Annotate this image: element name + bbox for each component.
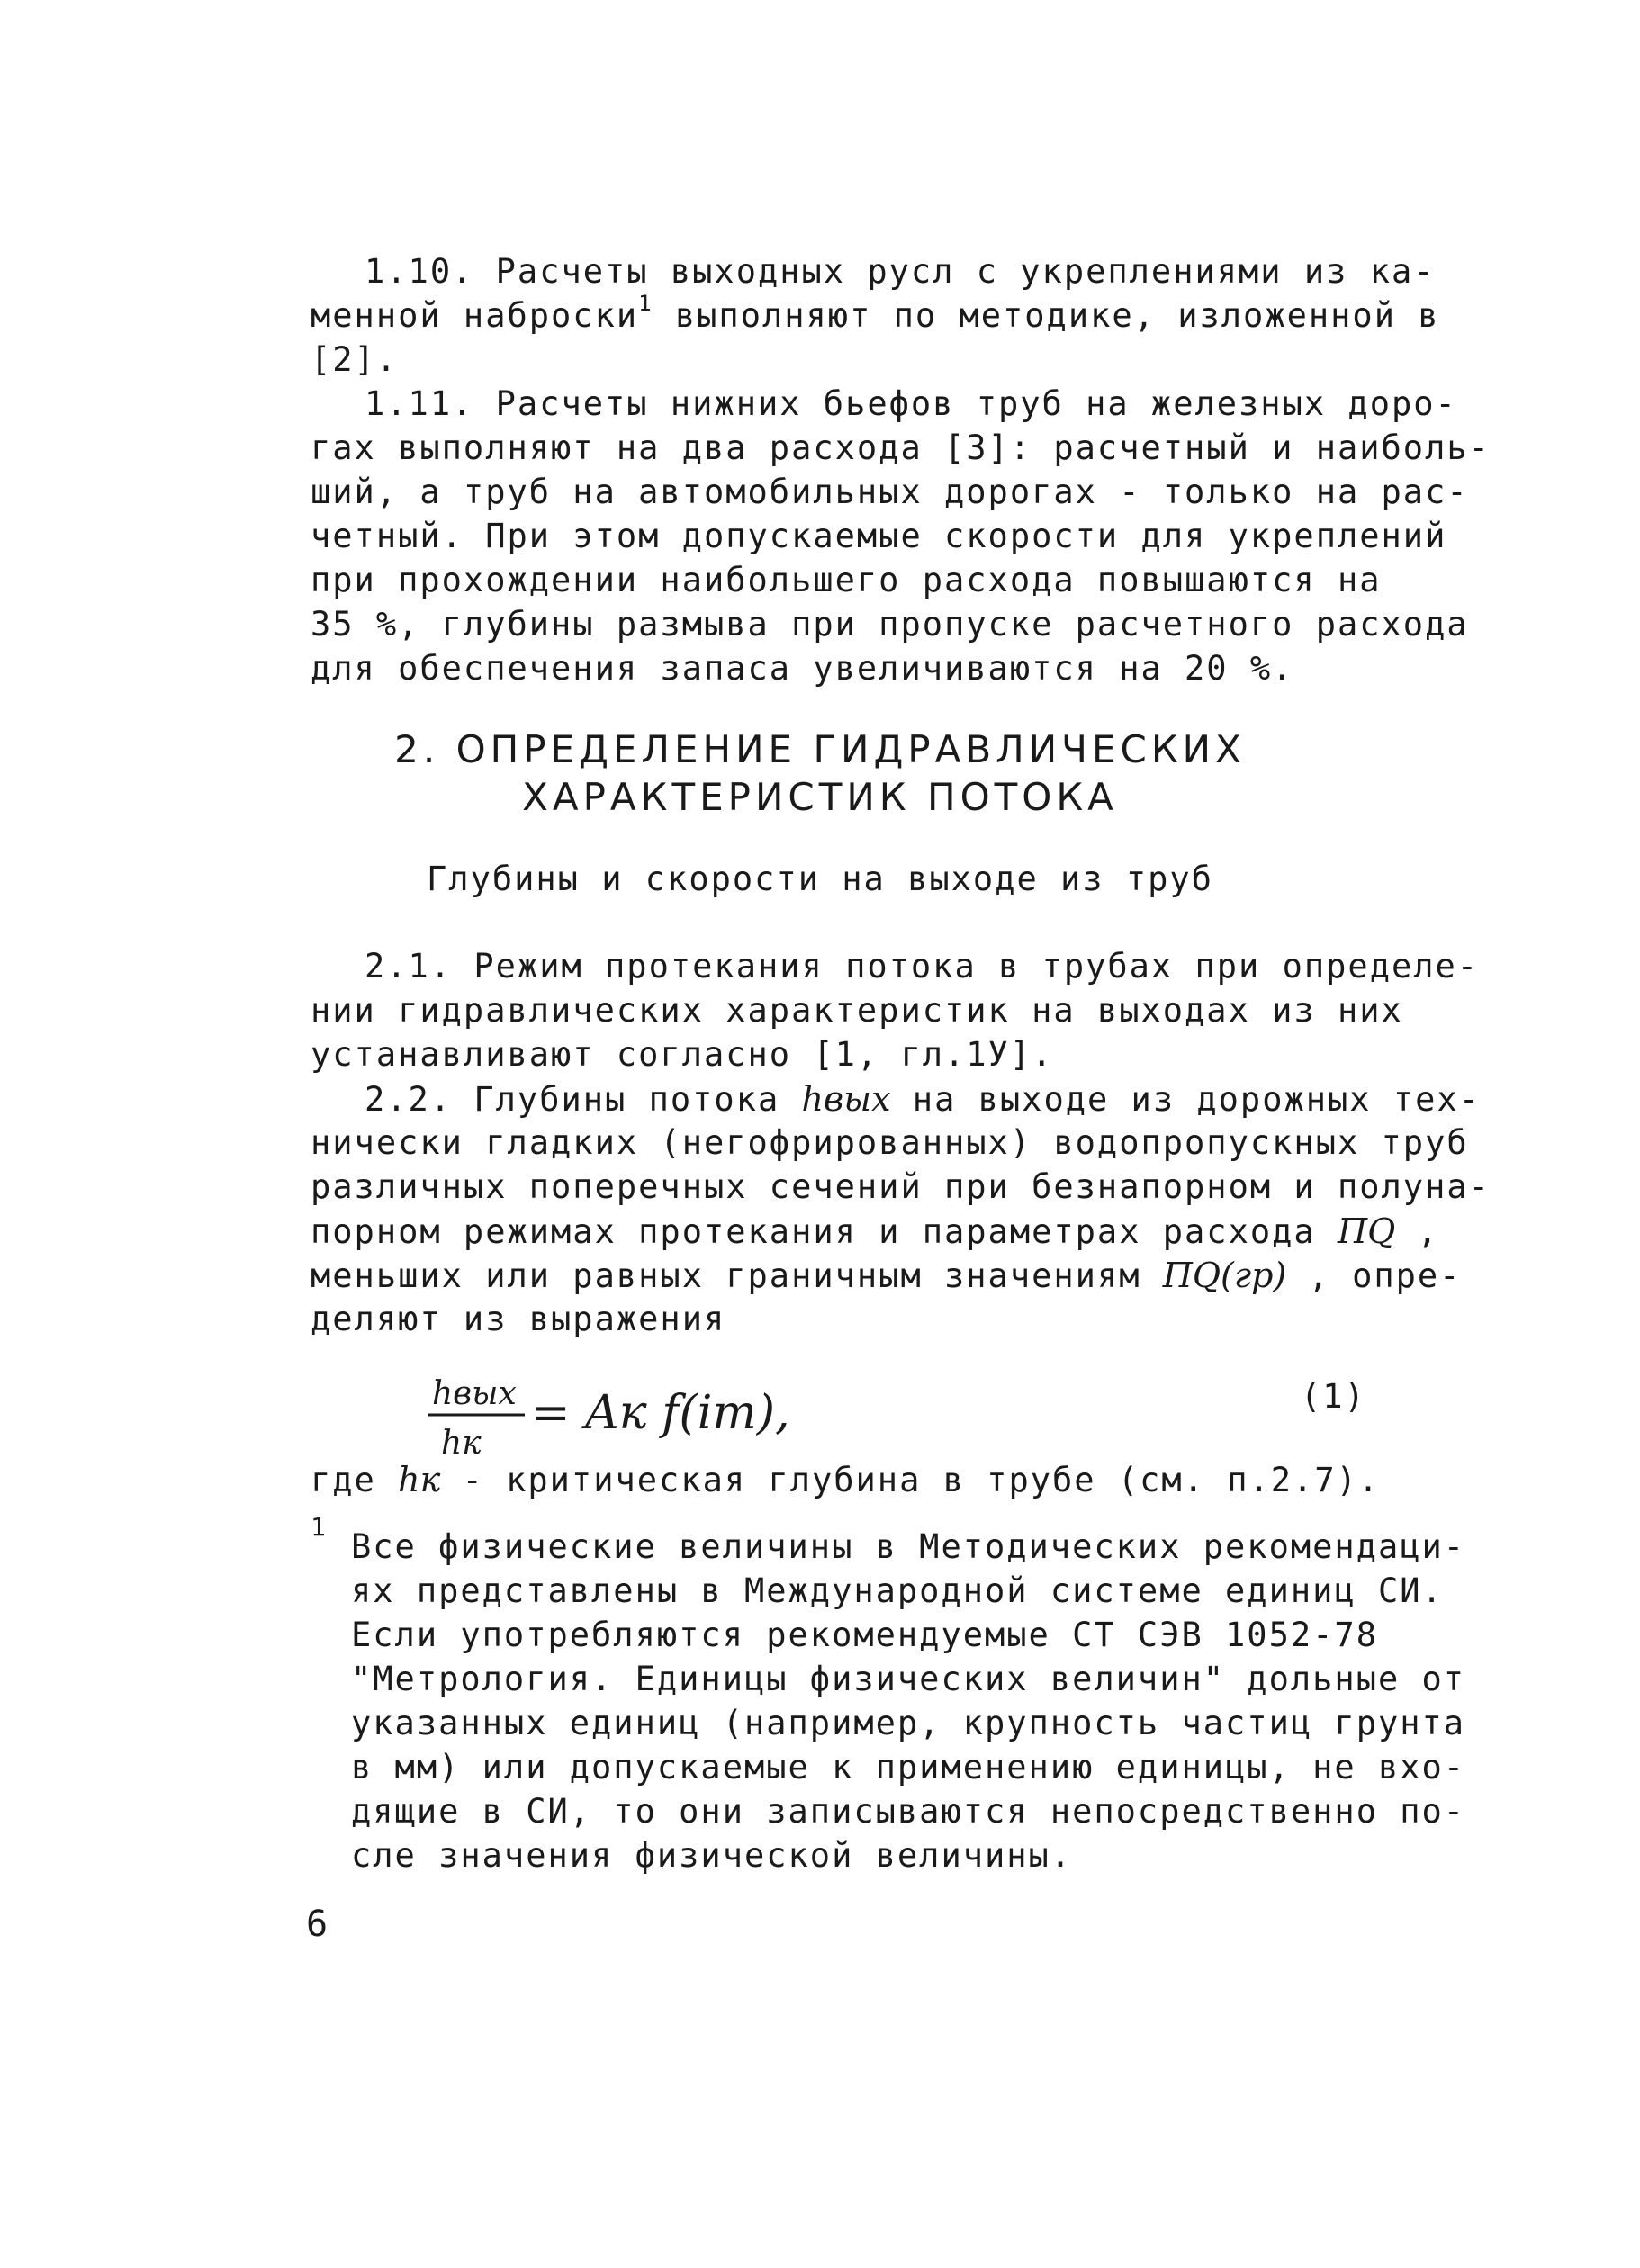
text-fragment: где (311, 1461, 399, 1499)
paragraph-2-2-line-6: деляют из выражения (311, 1300, 726, 1338)
footnote-line-2: ях представлены в Международной системе единиц СИ. (351, 1571, 1444, 1610)
symbol-pq: ПQ (1337, 1211, 1396, 1251)
footnote-line-7: дящие в СИ, то они записываются непосредственно по- (351, 1792, 1466, 1831)
paragraph-1-10-line-1: 1.10. Расчеты выходных русл с укреплениями из ка- (365, 252, 1436, 291)
paragraph-1-10-line-3: [2]. (311, 340, 399, 379)
section-title-line-2: ХАРАКТЕРИСТИК ПОТОКА (522, 775, 1118, 819)
text-fragment: менной наброски (311, 296, 639, 335)
paragraph-2-2-line-3: различных поперечных сечений при безнапорном и полуна- (311, 1167, 1491, 1206)
paragraph-1-10-line-2 (311, 291, 1440, 338)
paragraph-1-11-line-2: гах выполняют на два расхода [3]: расчетный и наиболь- (311, 428, 1491, 467)
footnote-ref: 1 (638, 291, 653, 316)
text-fragment: выполняют по методике, изложенной в (653, 296, 1440, 335)
paragraph-2-2-line-5 (311, 1254, 1461, 1298)
text-fragment: , опре- (1286, 1256, 1462, 1295)
paragraph-1-11-line-3: ший, а труб на автомобильных дорогах - только на рас- (311, 472, 1469, 511)
paragraph-1-11-line-4: четный. При этом допускаемые скорости для укреплений (311, 517, 1447, 555)
section-title-line-1: 2. ОПРЕДЕЛЕНИЕ ГИДРАВЛИЧЕСКИХ (394, 727, 1246, 771)
formula-denominator: hк (441, 1425, 482, 1462)
section-subtitle: Глубины и скорости на выходе из труб (427, 860, 1213, 898)
footnote-line-8: сле значения физической величины. (351, 1836, 1073, 1875)
paragraph-1-11-line-5: при прохождении наибольшего расхода повышаются на (311, 561, 1382, 599)
formula-numerator: hвых (432, 1375, 517, 1412)
footnote-line-5: указанных единиц (например, крупность частиц грунта (351, 1704, 1466, 1742)
formula-rhs: = Aк f(iт), (531, 1386, 790, 1440)
text-fragment: , (1395, 1212, 1439, 1251)
paragraph-2-2-line-1 (365, 1077, 1481, 1121)
footnote-line-1: Все физические величины в Методических рекомендаци- (351, 1527, 1466, 1566)
page-number: 6 (306, 1904, 329, 1945)
text-fragment: меньших или равных граничным значениям (311, 1256, 1163, 1295)
paragraph-2-1-line-1: 2.1. Режим протекания потока в трубах при определе- (365, 947, 1480, 986)
paragraph-1-11-line-1: 1.11. Расчеты нижних бьефов труб на железных доро- (365, 384, 1457, 423)
text-fragment: - критическая глубина в трубе (см. п.2.7). (440, 1461, 1381, 1499)
formula-number: (1) (1301, 1377, 1366, 1416)
text-fragment: 2.2. Глубины потока (365, 1080, 802, 1119)
paragraph-2-2-line-2: нически гладких (негофрированных) водопропускных труб (311, 1123, 1469, 1162)
footnote-line-4: "Метрология. Единицы физических величин" дольные от (351, 1660, 1466, 1698)
text-fragment: на выходе из дорожных тех- (890, 1080, 1481, 1119)
symbol-pq-gr: ПQ(гр) (1162, 1256, 1287, 1295)
footnote-line-3: Если употребляются рекомендуемые СТ СЭВ 1052-78 (351, 1616, 1378, 1654)
symbol-hk: hк (398, 1460, 441, 1499)
paragraph-2-2-line-4 (311, 1210, 1439, 1254)
paragraph-2-1-line-2: нии гидравлических характеристик на выходах из них (311, 991, 1403, 1030)
footnote-mark: 1 (311, 1512, 326, 1542)
paragraph-1-11-line-6: 35 %, глубины размыва при пропуске расчетного расхода (311, 605, 1469, 644)
text-fragment: порном режимах протекания и параметрах расхода (311, 1212, 1338, 1251)
symbol-h-out: hвых (801, 1079, 891, 1119)
paragraph-1-11-line-7: для обеспечения запаса увеличиваются на 20 %. (311, 649, 1294, 688)
where-line (311, 1458, 1380, 1502)
footnote-line-6: в мм) или допускаемые к применению единицы, не вхо- (351, 1748, 1466, 1786)
paragraph-2-1-line-3: устанавливают согласно [1, гл.1У]. (311, 1035, 1054, 1074)
formula-1 (419, 1364, 923, 1462)
